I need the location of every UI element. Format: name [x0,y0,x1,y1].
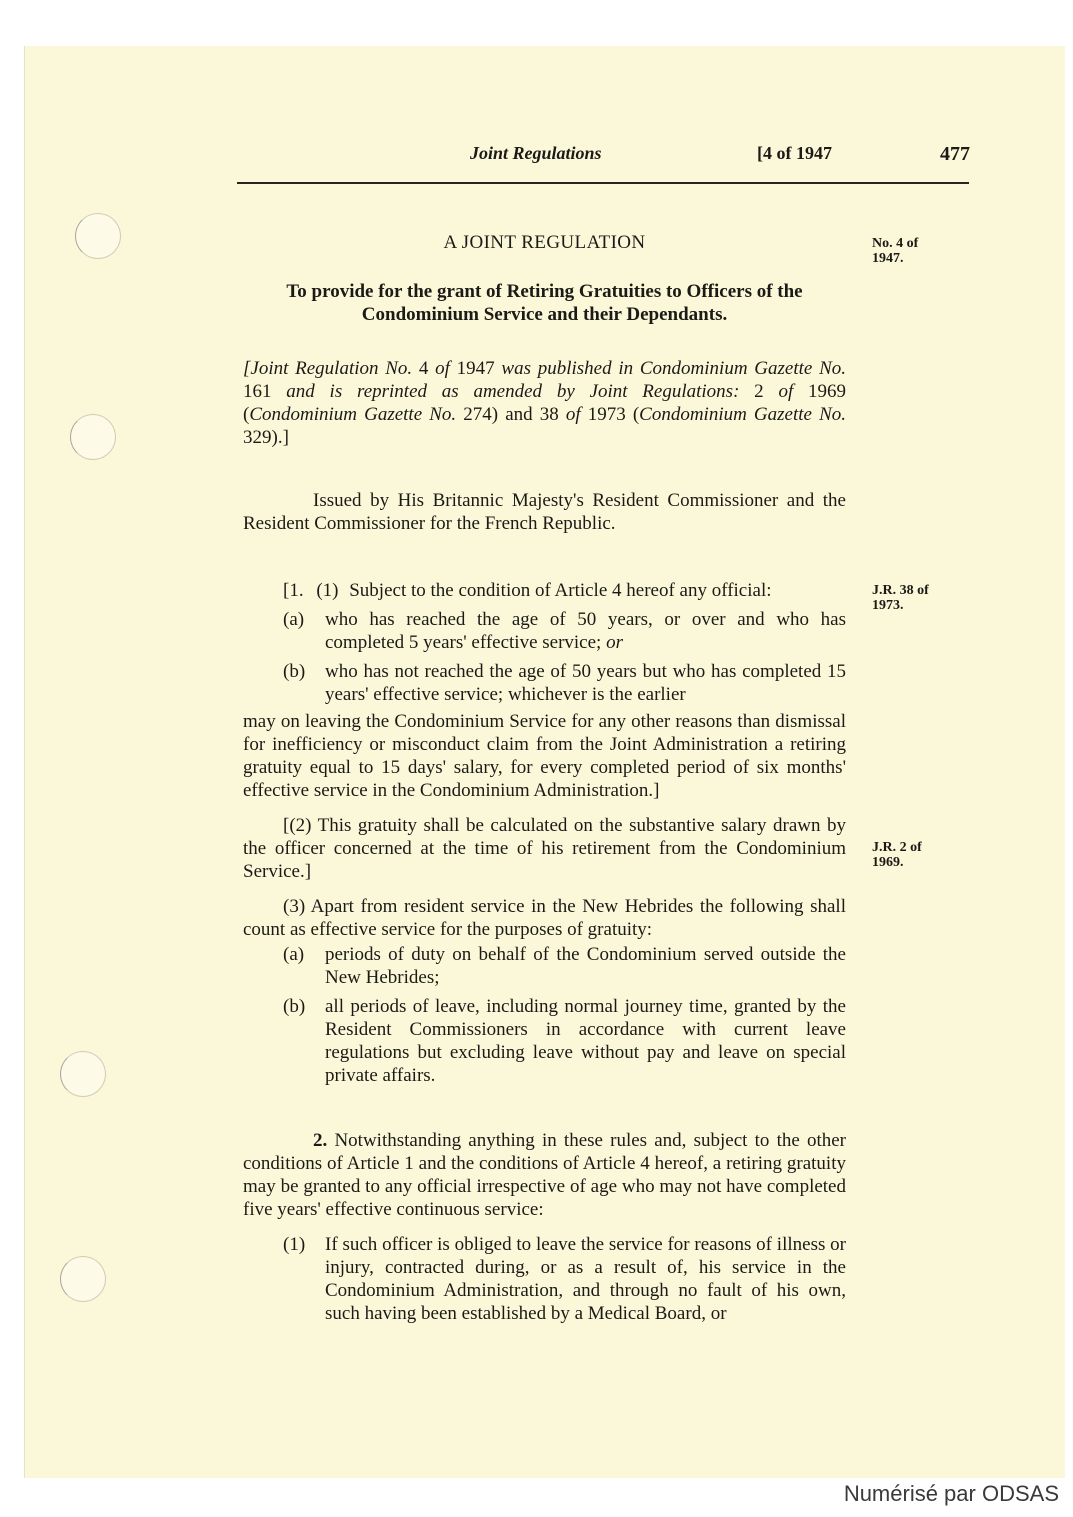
list-item: (b) who has not reached the age of 50 years but who has completed 15 years' effective service; whichever is the earlier [283,661,846,705]
article-1-lead-text: Subject to the condition of Article 4 hereof any official: [349,580,772,601]
margin-note-regulation: No. 4 of 1947. [872,236,919,266]
punch-hole [60,1256,106,1302]
punch-hole [70,414,116,460]
article-1-paragraph-3: (3) Apart from resident service in the New Hebrides the following shall count as effective service for the purposes of gratuity: [243,896,846,940]
margin-note-article1-para2: J.R. 2 of 1969. [872,840,922,870]
article-1-paragraph-2: [(2) This gratuity shall be calculated on the substantive salary drawn by the officer concerned at the time of his retirement from the Condominium Service.] [243,815,846,882]
article-1-continuation: may on leaving the Condominium Service for any other reasons than dismissal for inefficiency or misconduct claim from the Joint Administration a retiring gratuity equal to 15 days' salary, for every completed period of six months' effective service in the Condominium Administration.] [243,711,846,801]
page-number: 477 [940,143,970,165]
running-title: Joint Regulations [470,143,602,163]
header-rule [237,182,969,184]
document-heading: A JOINT REGULATION [443,232,646,253]
editorial-note: [Joint Regulation No. 4 of 1947 was published in Condominium Gazette No. 161 and is reprinted as amended by Joint Regulations: 2 of 1969 (Condominium Gazette No. 274) and 38 of 1973 (Condominium Gazette No. 329).] [243,358,847,448]
article-number: [1. [283,580,304,601]
article-1-lead [243,579,846,602]
document-subtitle: To provide for the grant of Retiring Gratuities to Officers of the Condominium Service and their Dependants. [286,281,803,325]
issued-by-paragraph: Issued by His Britannic Majesty's Resident Commissioner and the Resident Commissioner for the French Republic. [243,490,846,534]
margin-note-article1: J.R. 38 of 1973. [872,583,929,613]
sub-number: (1) [316,580,339,601]
regulation-reference: [4 of 1947 [757,143,832,163]
digitization-watermark: Numérisé par ODSAS [843,1481,1059,1506]
list-item: (a) who has reached the age of 50 years, or over and who has completed 5 years' effective service; or [283,609,846,653]
list-item: (1) If such officer is obliged to leave the service for reasons of illness or injury, contracted during, or as a result of, his service in the Condominium Administration, and through no fault of his own, such having been established by a Medical Board, or [283,1234,846,1324]
article-2: 2. Notwithstanding anything in these rules and, subject to the other conditions of Article 1 and the conditions of Article 4 hereof, a retiring gratuity may be granted to any official irrespective of age who may not have completed five years' effective continuous service: [243,1130,847,1220]
list-item: (b) all periods of leave, including normal journey time, granted by the Resident Commissioners in accordance with current leave regulations but excluding leave without pay and leave on special private affairs. [283,996,846,1086]
punch-hole [60,1051,106,1097]
list-item: (a) periods of duty on behalf of the Condominium served outside the New Hebrides; [283,944,846,988]
punch-hole [75,213,121,259]
article-1 [243,579,846,1325]
